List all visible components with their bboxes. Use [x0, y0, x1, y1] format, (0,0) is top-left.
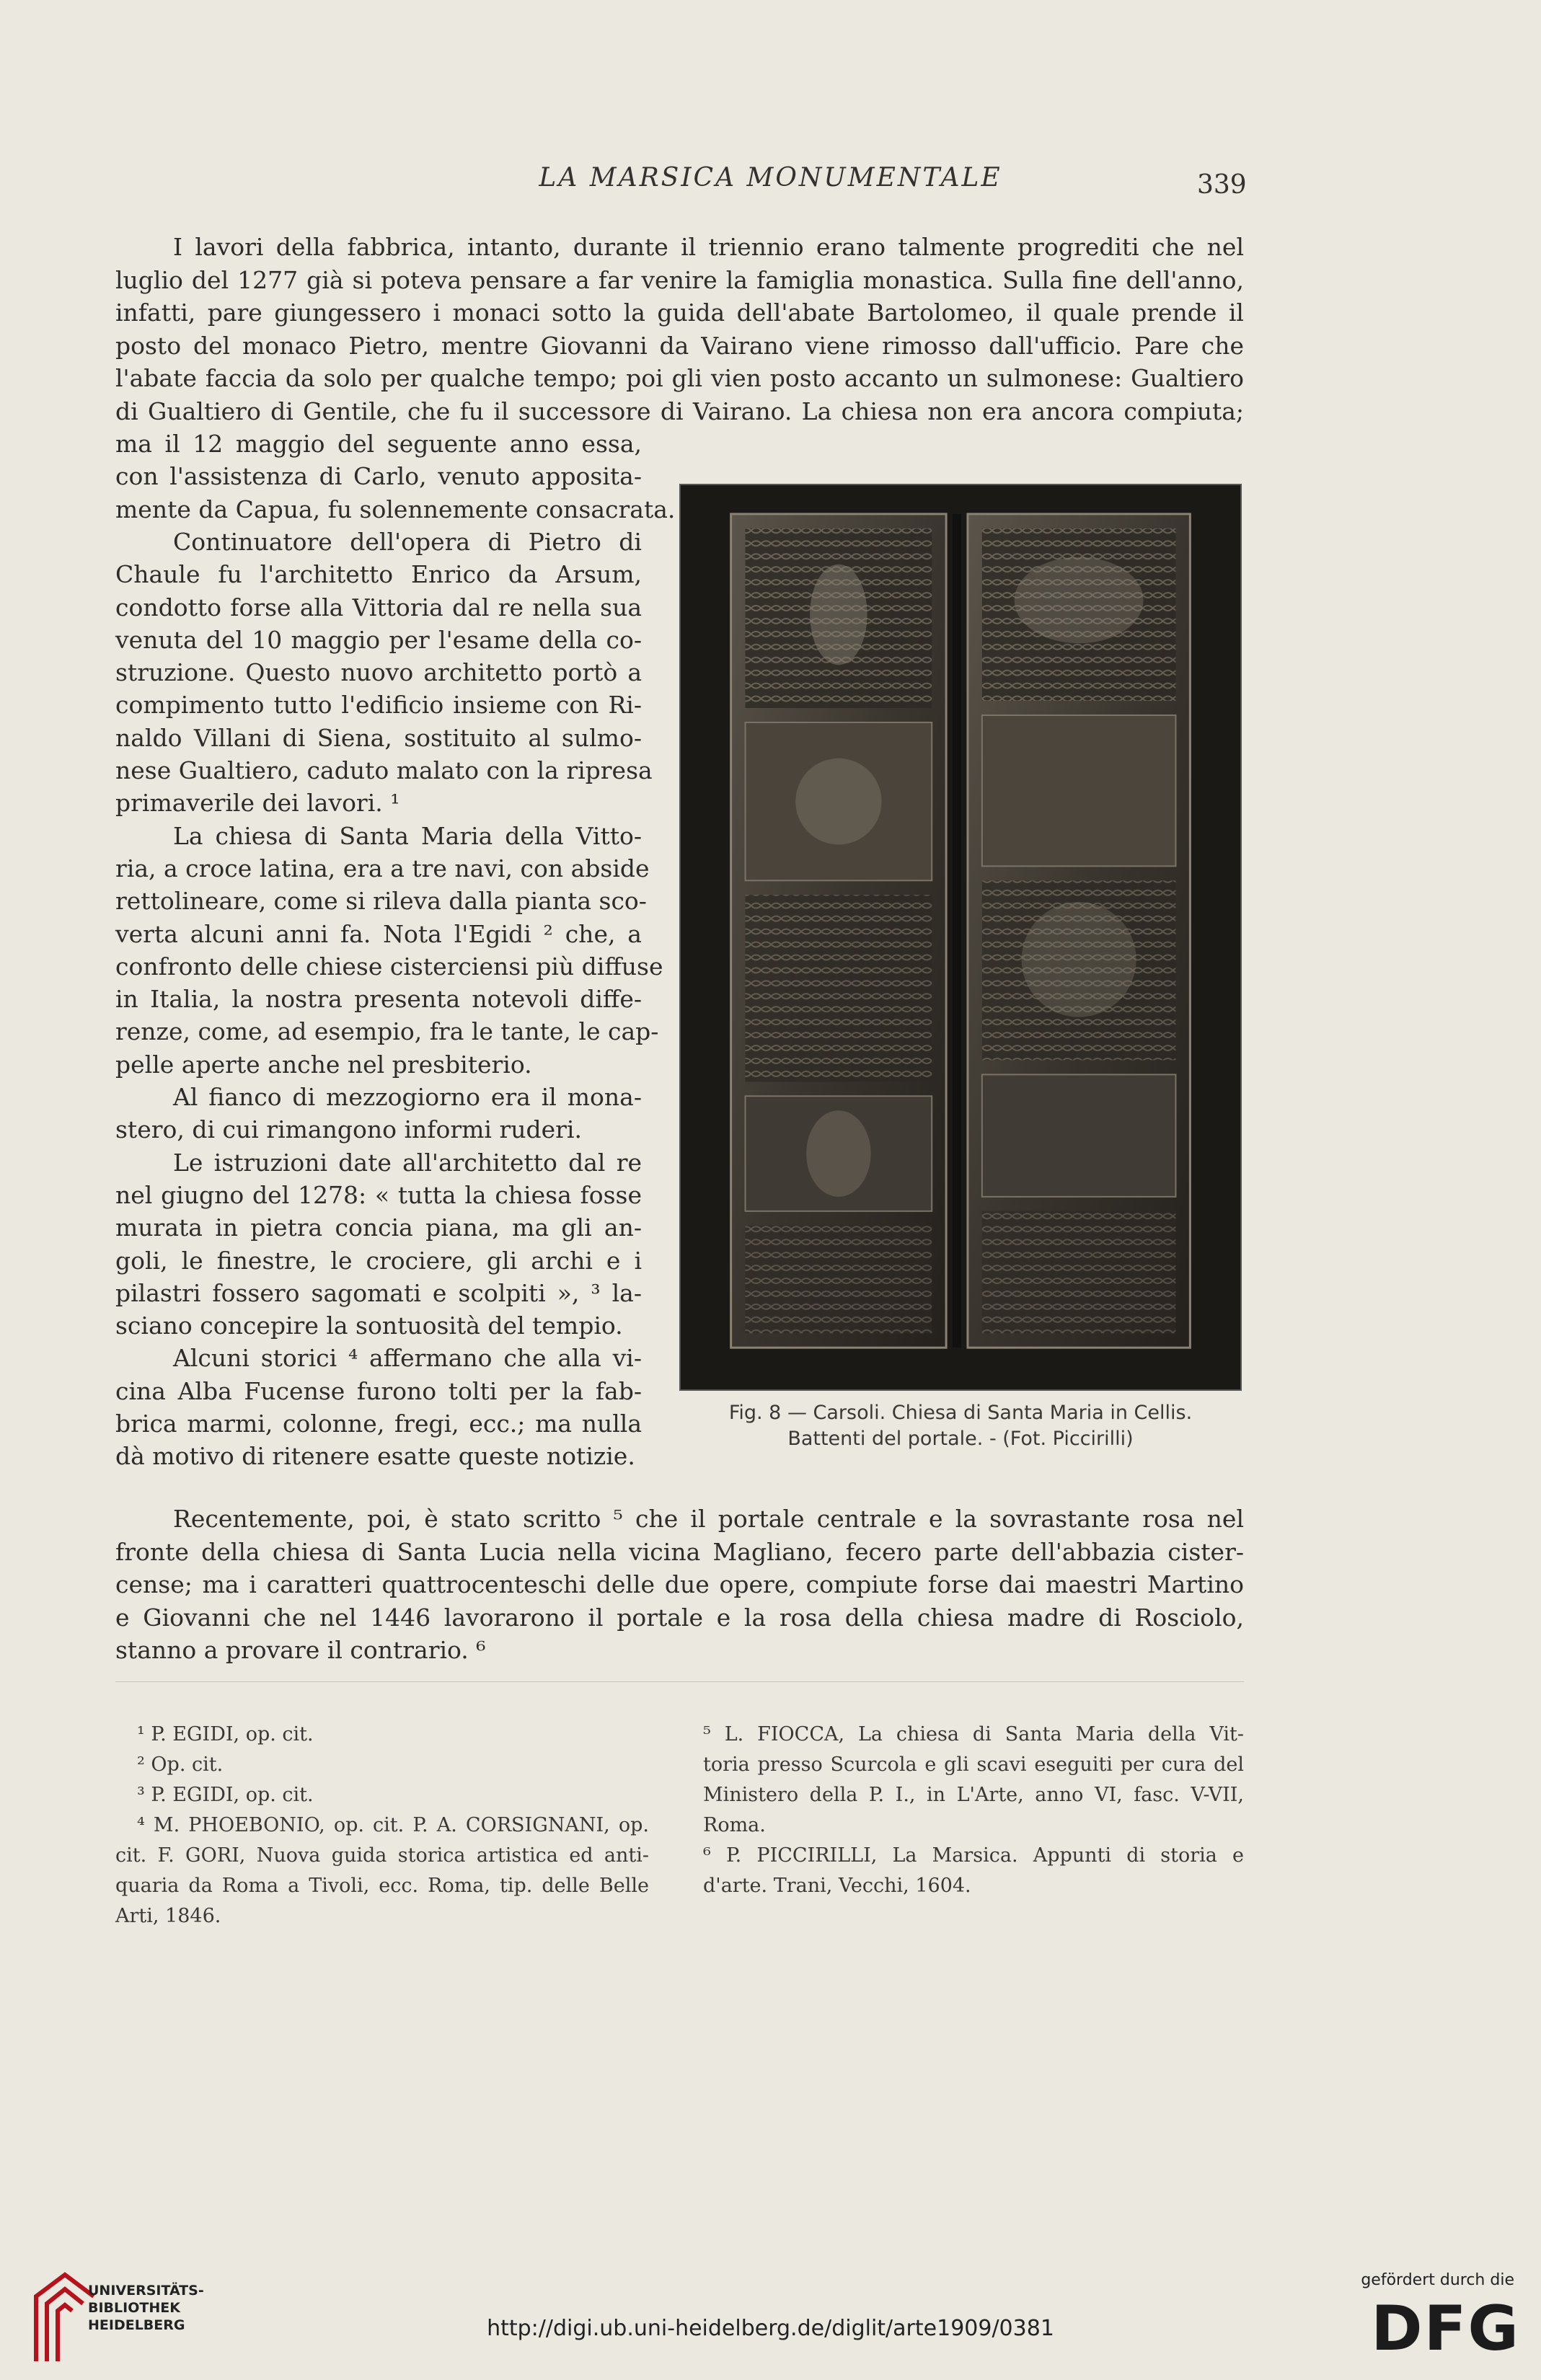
body-line: l'abate faccia da solo per qualche tempo; poi gli vien posto accanto un sulmonese: Gualtiero — [115, 364, 1244, 392]
body-line: nese Gualtiero, caduto malato con la ripresa — [115, 756, 653, 784]
carved-doors-image — [681, 485, 1240, 1389]
footnote-line: Ministero della P. I., in L'Arte, anno VI, fasc. V-VII, — [703, 1784, 1244, 1806]
body-line: ria, a croce latina, era a tre navi, con abside — [115, 854, 650, 882]
footnote-line: cit. F. GORI, Nuova guida storica artistica ed anti- — [115, 1844, 649, 1867]
library-name: UNIVERSITÄTS- BIBLIOTHEK HEIDELBERG — [88, 2283, 204, 2333]
body-line: Alcuni storici ⁴ affermano che alla vi- — [173, 1344, 642, 1373]
body-line: posto del monaco Pietro, mentre Giovanni da Vairano viene rimosso dall'ufficio. Pare che — [115, 331, 1244, 360]
source-url-link[interactable]: http://digi.ub.uni-heidelberg.de/diglit/arte1909/0381 — [487, 2316, 1054, 2341]
footnote-line: quaria da Roma a Tivoli, ecc. Roma, tip. delle Belle — [115, 1875, 649, 1897]
body-line: cense; ma i caratteri quattrocenteschi delle due opere, compiute forse dai maestri Martino — [115, 1570, 1244, 1598]
body-line: stero, di cui rimangono informi ruderi. — [115, 1115, 582, 1144]
door-photograph — [679, 484, 1242, 1391]
body-line: condotto forse alla Vittoria dal re nella sua — [115, 593, 642, 621]
body-line: di Gualtiero di Gentile, che fu il successore di Vairano. La chiesa non era ancora compiuta; — [115, 397, 1244, 425]
body-line: brica marmi, colonne, fregi, ecc.; ma nulla — [115, 1410, 642, 1438]
footnote-line: d'arte. Trani, Vecchi, 1604. — [703, 1875, 971, 1897]
footnote-line: ⁴ M. PHOEBONIO, op. cit. P. A. CORSIGNANI, op. — [137, 1814, 649, 1836]
body-line: Continuatore dell'opera di Pietro di — [173, 527, 642, 556]
figure-caption-line-2: Battenti del portale. - (Fot. Piccirilli) — [787, 1428, 1134, 1450]
body-line: infatti, pare giungessero i monaci sotto la guida dell'abate Bartolomeo, il quale prende il — [115, 298, 1244, 327]
body-line: ma il 12 maggio del seguente anno essa, — [115, 430, 642, 458]
footnote-line: ⁶ P. PICCIRILLI, La Marsica. Appunti di storia e — [703, 1844, 1244, 1867]
body-line: stanno a provare il contrario. ⁶ — [115, 1636, 486, 1664]
body-line: Recentemente, poi, è stato scritto ⁵ che il portale centrale e la sovrastante rosa nel — [173, 1505, 1244, 1533]
footnote-line: Arti, 1846. — [115, 1905, 221, 1927]
body-line: fronte della chiesa di Santa Lucia nella vicina Magliano, fecero parte dell'abbazia cister- — [115, 1537, 1244, 1566]
body-line: venuta del 10 maggio per l'esame della co- — [115, 625, 642, 654]
body-line: con l'assistenza di Carlo, venuto apposita- — [115, 462, 642, 491]
dfg-logo: DFG — [1371, 2293, 1520, 2365]
footnote-line: ⁵ L. FIOCCA, La chiesa di Santa Maria della Vit- — [703, 1723, 1244, 1746]
body-line: struzione. Questo nuovo architetto portò a — [115, 658, 642, 687]
body-line: rettolineare, come si rileva dalla pianta sco- — [115, 887, 647, 916]
body-line: verta alcuni anni fa. Nota l'Egidi ² che, a — [115, 919, 642, 948]
body-line: dà motivo di ritenere esatte queste notizie. — [115, 1442, 635, 1471]
running-title: LA MARSICA MONUMENTALE — [539, 163, 1002, 193]
footnote-line: toria presso Scurcola e gli scavi eseguiti per cura del — [703, 1753, 1244, 1776]
body-line: cina Alba Fucense furono tolti per la fab- — [115, 1376, 642, 1405]
figure-caption-line-1: Fig. 8 — Carsoli. Chiesa di Santa Maria in Cellis. — [728, 1402, 1193, 1424]
page-number: 339 — [1197, 170, 1247, 200]
body-line: primaverile dei lavori. ¹ — [115, 789, 400, 818]
footnote-line: Roma. — [703, 1814, 766, 1836]
body-line: in Italia, la nostra presenta notevoli diffe- — [115, 985, 642, 1014]
body-line: Le istruzioni date all'architetto dal re — [173, 1148, 642, 1177]
body-line: Al fianco di mezzogiorno era il mona- — [173, 1083, 642, 1111]
body-line: pilastri fossero sagomati e scolpiti », ³ la- — [115, 1278, 642, 1307]
body-line: pelle aperte anche nel presbiterio. — [115, 1050, 532, 1079]
body-line: La chiesa di Santa Maria della Vitto- — [173, 821, 642, 850]
body-line: mente da Capua, fu solennemente consacrata. — [115, 495, 676, 523]
body-line: sciano concepire la sontuosità del tempio. — [115, 1311, 623, 1340]
body-line: Chaule fu l'architetto Enrico da Arsum, — [115, 560, 642, 589]
footnote-line: ³ P. EGIDI, op. cit. — [137, 1784, 314, 1806]
body-line: naldo Villani di Siena, sostituito al sulmo- — [115, 723, 642, 752]
body-line: luglio del 1277 già si poteva pensare a far venire la famiglia monastica. Sulla fine dell'anno, — [115, 265, 1244, 294]
body-line: confronto delle chiese cisterciensi più diffuse — [115, 952, 663, 981]
sponsor-text: gefördert durch die — [1361, 2271, 1514, 2289]
body-line: I lavori della fabbrica, intanto, durante il triennio erano talmente progrediti che nel — [173, 233, 1244, 261]
footnote-line: ¹ P. EGIDI, op. cit. — [137, 1723, 314, 1746]
body-line: renze, come, ad esempio, fra le tante, le cap- — [115, 1017, 659, 1046]
body-line: murata in pietra concia piana, ma gli an- — [115, 1213, 642, 1242]
footnote-rule — [115, 1681, 1244, 1682]
body-line: goli, le finestre, le crociere, gli archi e i — [115, 1246, 642, 1275]
body-line: nel giugno del 1278: « tutta la chiesa fosse — [115, 1180, 642, 1209]
body-line: compimento tutto l'edificio insieme con Ri- — [115, 691, 642, 720]
footnote-line: ² Op. cit. — [137, 1753, 224, 1776]
body-line: e Giovanni che nel 1446 lavorarono il portale e la rosa della chiesa madre di Rosciolo, — [115, 1603, 1244, 1632]
